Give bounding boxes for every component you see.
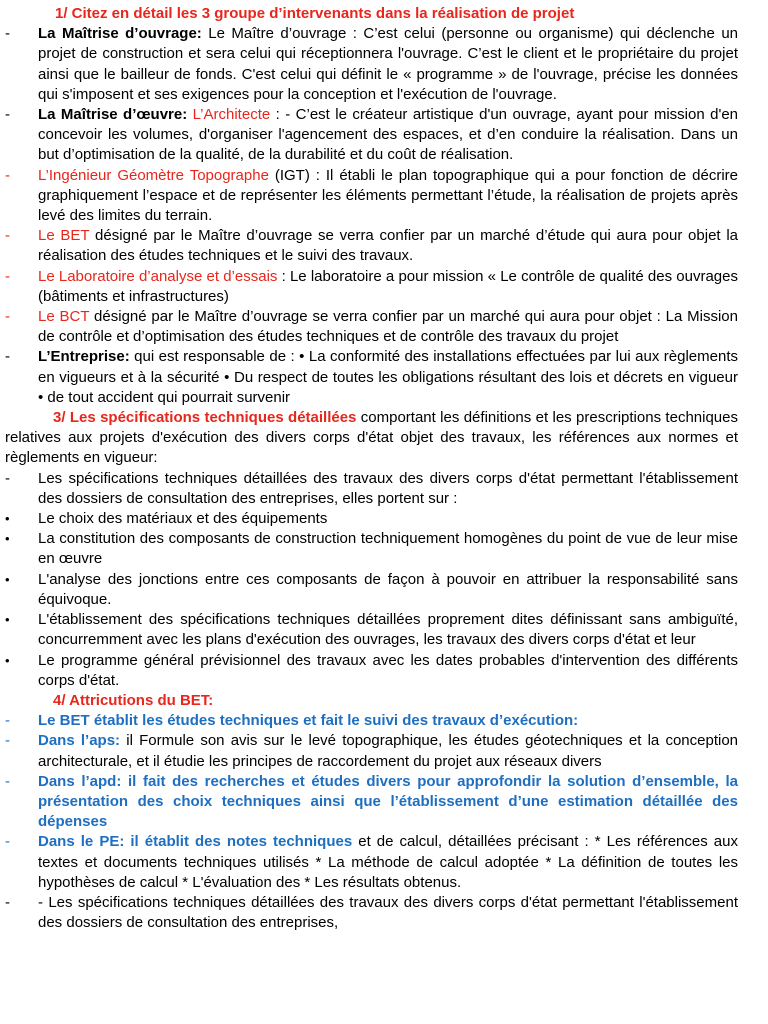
item-bet: [5, 226, 738, 266]
dash-marker: -: [5, 227, 10, 245]
section3-dash-item: [5, 469, 738, 509]
mo-text: Le Maître d’ouvrage : C’est celui (personne ou organisme) qui déclenche un projet de construction et sera celui qui réceptionnera l'ouvrage. C’est le client et le propriétaire du projet ainsi que le bailleur de fonds. C'est celui qui définit le « programme » de l'ouvrage, précise les données qui s'imposent et ses exigences pour la conception et l'exécution de l'ouvrage.: [38, 25, 738, 103]
bullet-marker: •: [5, 612, 10, 628]
pe-label: Dans le PE: il établit des notes techniques: [38, 833, 353, 851]
dash-marker: -: [5, 25, 10, 43]
item-igt: [5, 166, 738, 227]
list-item: • L'analyse des jonctions entre ces composants de façon à pouvoir en attribuer la responsabilité sans équivoque.: [5, 570, 738, 610]
bct-label: Le BCT: [38, 308, 90, 326]
bullet-marker: •: [5, 571, 10, 587]
dash-marker: -: [5, 712, 10, 730]
section3-dash-text: Les spécifications techniques détaillées des travaux des divers corps d'état permettant l'établissement des dossiers de consultation des entreprises, elles portent sur :: [38, 469, 738, 507]
dash-marker: -: [5, 833, 10, 851]
dash-marker: -: [5, 308, 10, 326]
item-maitrise-ouvrage: [5, 24, 738, 105]
moe-text: : - C’est le créateur artistique d'un ouvrage, ayant pour mission d'en concevoir les volumes, d'organiser l'agencement des espaces, et d’en conduire la réalisation. Dans un but d’optimisation de la qualité, de la durabilité et du coût de réalisation.: [38, 106, 738, 164]
moe-label: La Maîtrise d’œuvre:: [38, 106, 188, 124]
section3-intro: [5, 408, 738, 469]
list-item: • Le choix des matériaux et des équipements: [5, 509, 738, 529]
list-item: • Le programme général prévisionnel des travaux avec les dates probables d'intervention des différents corps d'état.: [5, 651, 738, 691]
bet-item-aps: [5, 731, 738, 771]
bet-etudes-text: Le BET établit les études techniques et fait le suivi des travaux d’exécution:: [38, 712, 579, 730]
last-text: - Les spécifications techniques détaillées des travaux des divers corps d'état permettant l'établissement des dossiers de consultation des entreprises,: [38, 893, 738, 932]
dash-marker: -: [5, 772, 10, 790]
mo-label: La Maîtrise d’ouvrage:: [38, 25, 202, 43]
bullet-marker: •: [5, 531, 10, 547]
item-bct: [5, 307, 738, 347]
list-item: • L'établissement des spécifications techniques détaillées proprement dites définissant sans ambiguïté, concurremment avec les plans d'exécution des ouvrages, les travaux des divers corps d'état et leur: [5, 610, 738, 650]
dash-marker: -: [5, 469, 10, 487]
dash-marker: -: [5, 348, 10, 366]
bet-item-1: [5, 711, 738, 731]
igt-text: (IGT) : Il établi le plan topographique qui a pour fonction de décrire graphiquement l’espace et de représenter les éléments permettant l’étude, la réalisation de projets après levé des limites du terrain.: [38, 166, 738, 225]
lab-label: Le Laboratoire d’analyse et d’essais: [38, 267, 278, 285]
dash-marker: -: [5, 732, 10, 750]
dash-marker: -: [5, 106, 10, 124]
bet-item-last: [5, 893, 738, 933]
bullet-marker: •: [5, 511, 10, 527]
entreprise-label: L’Entreprise:: [38, 348, 130, 366]
apd-text: Dans l’apd: il fait des recherches et études divers pour approfondir la solution d’ensemble, la présentation des choix techniques ainsi que l’établissement d’une estimation détaillée des dépenses: [38, 772, 738, 831]
aps-label: Dans l’aps:: [38, 732, 121, 750]
heading-intervenants: 1/ Citez en détail les 3 groupe d’intervenants dans la réalisation de projet: [55, 5, 575, 22]
lab-text: : Le laboratoire a pour mission « Le contrôle de qualité des ouvrages (bâtiments et infrastructures): [38, 267, 738, 305]
heading-attributions: 4/ Attricutions du BET:: [53, 691, 214, 709]
heading-specifications: 3/ Les spécifications techniques détaillées: [53, 409, 357, 427]
bullet-marker: •: [5, 652, 10, 668]
dash-marker: -: [5, 267, 10, 285]
igt-label: L’Ingénieur Géomètre Topographe: [38, 166, 269, 184]
aps-text: il Formule son avis sur le levé topographique, les études géotechniques et la conception architecturale, et il étudie les principes de raccordement du projet aux réseaux divers: [38, 732, 738, 770]
dash-marker: -: [5, 166, 10, 184]
bct-text: désigné par le Maître d’ouvrage se verra confier par un marché qui aura pour objet : La Mission de contrôle et d’optimisation des études techniques et de contrôle des travaux du projet: [38, 308, 738, 346]
item-maitrise-oeuvre: [5, 105, 738, 166]
item-entreprise: [5, 347, 738, 408]
section3-intro-text: comportant les définitions et les prescriptions techniques relatives aux projets d'exécution des divers corps d'état objet des travaux, les références aux normes et règlements en vigueur:: [5, 409, 738, 467]
bet-label: Le BET: [38, 227, 90, 245]
entreprise-text: qui est responsable de : • La conformité des installations effectuées par lui aux règlements en vigueurs et à la sécurité • Du respect de toutes les obligations résultant des lois et décrets en vigueur • de tout accident qui pourrait survenir: [38, 348, 738, 406]
list-item: • La constitution des composants de construction techniquement homogènes du point de vue de leur mise en œuvre: [5, 529, 738, 569]
bet-item-apd: [5, 772, 738, 833]
bet-text: désigné par le Maître d’ouvrage se verra confier par un marché d’étude qui aura pour objet la réalisation des études techniques et le suivi des travaux.: [38, 227, 738, 265]
moe-architecte: L’Architecte: [187, 106, 271, 124]
pe-text: et de calcul, détaillées précisant : * Les références aux textes et documents techniques utilisés * La méthode de calcul adoptée * La définition de toutes les hypothèses de calcul * L'évaluation des * Les résultats obtenus.: [38, 833, 738, 891]
item-laboratoire: [5, 267, 738, 307]
dash-marker: -: [5, 893, 10, 911]
bet-item-pe: [5, 832, 738, 893]
